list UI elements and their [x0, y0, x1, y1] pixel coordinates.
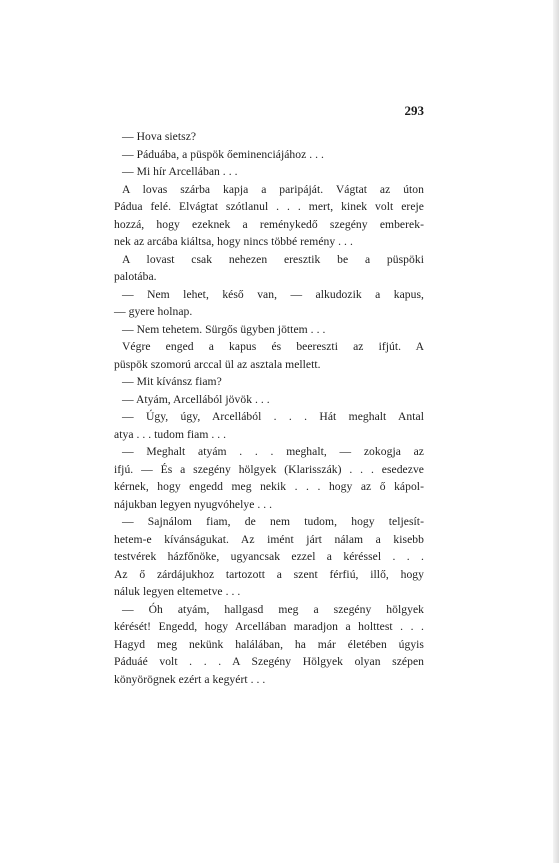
text-line: — Nem lehet, késő van, — alkudozik a kapus, [122, 287, 424, 301]
text-line: — Hova sietsz? [122, 130, 197, 143]
text-line: — Mi hír Arcellában . . . [122, 165, 238, 178]
page-number: 293 [404, 103, 424, 118]
page-edge [553, 0, 559, 863]
text-line: A lovast csak nehezen eresztik be a püspöki [122, 252, 424, 266]
text-line: ifjú. — És a szegény hölgyek (Klarisszák) . . . esedezve [114, 462, 424, 476]
text-line: A lovas szárba kapja a paripáját. Vágtat az úton [122, 182, 424, 196]
text-line: — Úgy, úgy, Arcellából . . . Hát meghalt Antal [122, 410, 424, 423]
text-line: nájukban legyen nyugvóhelye . . . [114, 497, 273, 511]
text-line: nek az arcába kiáltsa, hogy nincs többé remény . . . [114, 235, 353, 248]
text-line: — Atyám, Arcellából jövök . . . [122, 392, 270, 406]
text-line: atya . . . tudom fiam . . . [114, 427, 227, 441]
body-text [114, 128, 424, 688]
text-line: — Óh atyám, hallgasd meg a szegény hölgyek [122, 602, 424, 616]
text-line: kérnek, hogy engedd meg nekik . . . hogy az ő kápol- [114, 480, 424, 493]
text-line: Az ő zárdájukhoz tartozott a szent férfiú, illő, hogy [114, 567, 424, 581]
text-line: Végre enged a kapus és beereszti az ifjút. A [122, 340, 424, 353]
text-line: Páduáé volt . . . A Szegény Hölgyek olyan szépen [114, 655, 424, 668]
text-line: — Páduába, a püspök őeminenciájához . . . [122, 147, 324, 161]
text-line: Pádua felé. Elvágtat szótlanul . . . mert, kinek volt ereje [114, 200, 424, 213]
text-line: kérését! Engedd, hogy Arcellában maradjon a holttest . . . [114, 620, 424, 633]
text-line: — Meghalt atyám . . . meghalt, — zokogja az [122, 445, 424, 458]
text-line: hozzá, hogy ezeknek a reménykedő szegény emberek- [114, 217, 424, 231]
text-line: könyörögnek ezért a kegyért . . . [114, 672, 266, 686]
text-line: — Nem tehetem. Sürgős ügyben jöttem . . . [122, 322, 326, 336]
text-line: — Sajnálom fiam, de nem tudom, hogy teljesít- [122, 515, 424, 528]
text-line: — Mit kívánsz fiam? [122, 375, 222, 388]
text-line: hetem-e kívánságukat. Az imént járt nálam a kisebb [114, 532, 424, 546]
text-line: Hagyd meg nekünk halálában, ha már életében úgyis [114, 637, 424, 651]
text-line: náluk legyen eltemetve . . . [114, 585, 241, 598]
text-line: testvérek házfőnöke, ugyancsak ezzel a kéréssel . . . [114, 550, 424, 563]
text-line: püspök szomorú arccal ül az asztala mellett. [114, 357, 321, 371]
text-line: palotába. [114, 270, 157, 283]
text-line: — gyere holnap. [114, 305, 193, 318]
